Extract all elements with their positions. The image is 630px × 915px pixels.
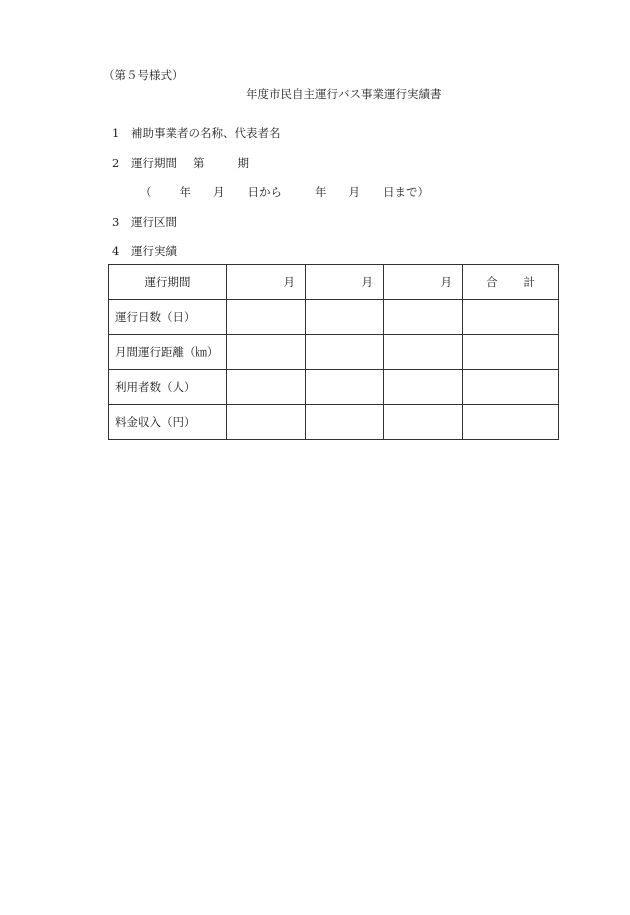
row-label-cell: 利用者数（人） <box>109 370 227 405</box>
data-cell[interactable] <box>227 370 306 405</box>
header-total-cell <box>463 265 559 300</box>
item-operation-period <box>112 155 249 171</box>
item-label: 運行実績 <box>131 244 177 258</box>
data-cell[interactable] <box>306 335 384 370</box>
table-row <box>109 405 559 440</box>
row-label-cell: 月間運行距離（㎞） <box>109 335 227 370</box>
header-total-label: 合計 <box>486 275 561 289</box>
row-label-cell: 運行日数（日） <box>109 300 227 335</box>
data-cell[interactable] <box>384 405 463 440</box>
data-cell[interactable] <box>384 335 463 370</box>
item-label: 運行期間 <box>131 156 177 170</box>
period-month-end: 月 <box>348 185 360 199</box>
form-number: （第５号様式） <box>103 68 184 82</box>
item-label: 補助事業者の名称、代表者名 <box>131 126 281 140</box>
results-table <box>108 264 559 440</box>
item-number: 1 <box>112 126 120 140</box>
data-cell[interactable] <box>227 405 306 440</box>
item-number: 4 <box>112 244 120 258</box>
period-year-end: 年 <box>315 185 327 199</box>
item-label: 運行区間 <box>131 215 177 229</box>
header-month-cell: 月 <box>306 265 384 300</box>
header-month-cell: 月 <box>227 265 306 300</box>
document-title: 年度市民自主運行バス事業運行実績書 <box>246 87 442 101</box>
data-cell[interactable] <box>463 370 559 405</box>
period-day-until: 日まで） <box>383 185 429 199</box>
header-period-cell: 運行期間 <box>109 265 227 300</box>
data-cell[interactable] <box>306 370 384 405</box>
data-cell[interactable] <box>463 335 559 370</box>
table-header-row <box>109 265 559 300</box>
table-row <box>109 370 559 405</box>
data-cell[interactable] <box>306 405 384 440</box>
period-suffix: 期 <box>237 156 249 170</box>
period-date-line <box>140 184 429 200</box>
item-number: 3 <box>112 215 120 229</box>
table-row <box>109 335 559 370</box>
data-cell[interactable] <box>384 370 463 405</box>
data-cell[interactable] <box>227 300 306 335</box>
table-row <box>109 300 559 335</box>
item-route-section <box>112 214 177 230</box>
item-operation-results <box>112 243 177 259</box>
data-cell[interactable] <box>463 300 559 335</box>
period-year-start: 年 <box>179 185 191 199</box>
data-cell[interactable] <box>306 300 384 335</box>
data-cell[interactable] <box>227 335 306 370</box>
item-applicant <box>112 125 281 141</box>
period-month-start: 月 <box>213 185 225 199</box>
period-prefix: 第 <box>193 156 205 170</box>
data-cell[interactable] <box>384 300 463 335</box>
item-number: 2 <box>112 156 120 170</box>
period-day-from: 日から <box>247 185 282 199</box>
row-label-cell: 料金収入（円） <box>109 405 227 440</box>
data-cell[interactable] <box>463 405 559 440</box>
header-month-cell: 月 <box>384 265 463 300</box>
period-open-paren: （ <box>140 185 152 199</box>
